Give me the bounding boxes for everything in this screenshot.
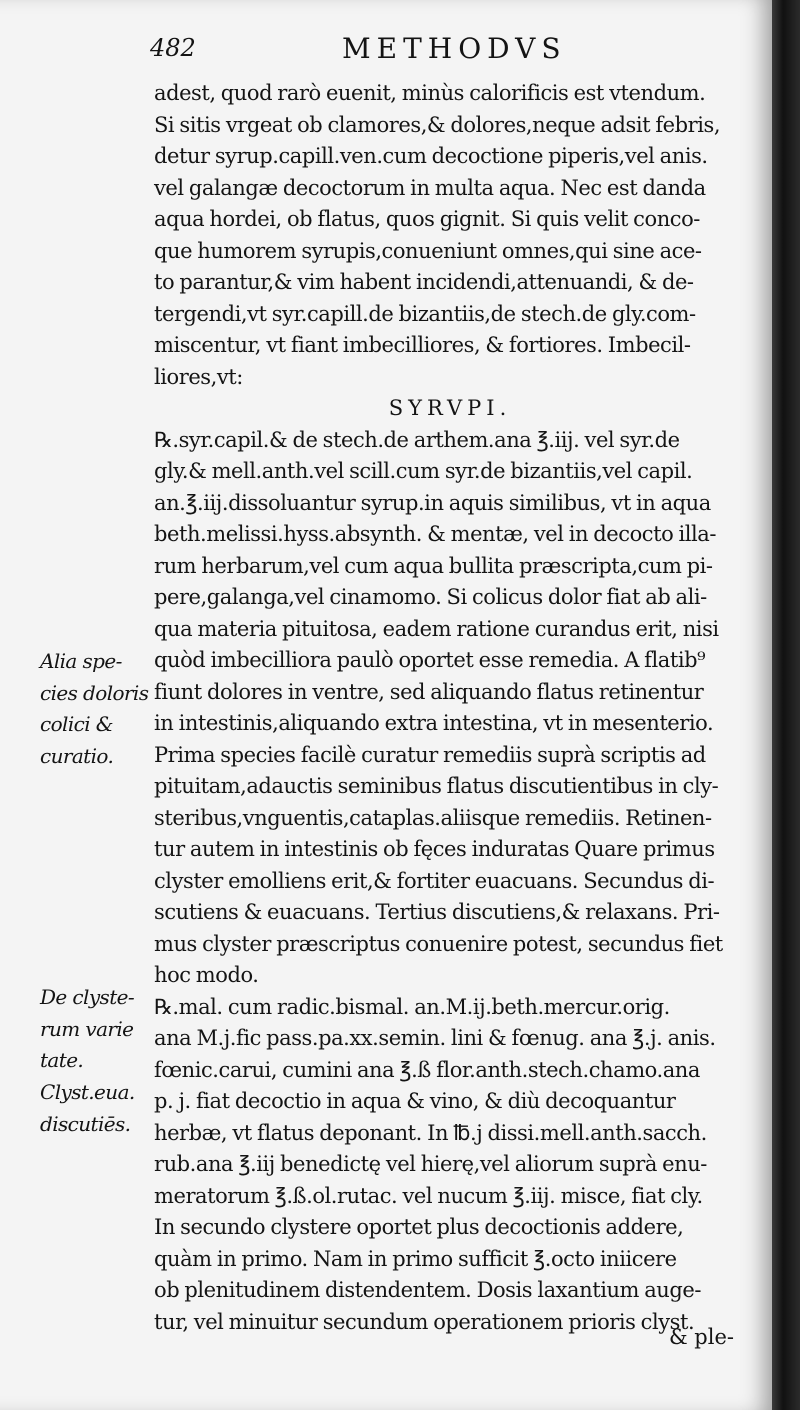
marginal-note [40,982,155,1077]
page-edge [772,0,800,1410]
text-line: rum herbarum,vel cum aqua bullita præscripta,cum pi- [154,553,713,578]
text-line: ob plenitudinem distendentem. Dosis laxantium auge- [154,1278,701,1302]
marginal-note-line: curatio. [40,743,114,768]
text-line: mus clyster præscriptus conuenire potest, secundus fiet [154,931,723,956]
marginal-note-line: De clyste- [40,985,135,1009]
text-line: miscentur, vt fiant imbecilliores, & fortiores. Imbecil- [154,333,691,357]
marginal-note [40,646,155,772]
page-header [150,34,770,74]
text-line: adest, quod rarò euenit, minùs calorificis est vtendum. [154,81,706,105]
text-line: vel galangæ decoctorum in multa aqua. Nec est danda [154,175,706,200]
marginal-note-line: tate. [40,1048,84,1072]
text-line: gly.& mell.anth.vel scill.cum syr.de bizantiis,vel capil. [154,459,693,483]
text-line: quòd imbecilliora paulò oportet esse remedia. A flatib⁹ [154,648,706,672]
text-line: to parantur,& vim habent incidendi,attenuandi, & de- [154,270,694,294]
text-line: liores,vt: [154,364,243,389]
text-line: rub.ana ℥.iij benedictę vel hierę,vel aliorum suprà enu- [154,1152,707,1176]
marginal-note-line: Alia spe- [40,649,122,673]
text-line: In secundo clystere oportet plus decoctionis addere, [154,1215,684,1239]
text-line: fœnic.carui, cumini ana ℥.ß flor.anth.stech.chamo.ana [154,1057,700,1082]
text-line: meratorum ℥.ß.ol.rutac. vel nucum ℥.iij. misce, fiat cly. [154,1183,703,1208]
text-line: in intestinis,aliquando extra intestina, vt in mesenterio. [154,711,714,735]
text-line: fiunt dolores in ventre, sed aliquando flatus retinentur [154,679,704,704]
text-line: tergendi,vt syr.capill.de bizantiis,de stech.de gly.com- [154,301,696,326]
marginal-note-line: cies doloris [40,680,149,705]
section-heading: SYRVPI. [388,396,512,420]
text-line: Si sitis vrgeat ob clamores,& dolores,neque adsit febris, [154,112,721,137]
text-line: ℞.mal. cum radic.bismal. an.M.ij.beth.mercur.orig. [154,994,670,1019]
text-line: aqua hordei, ob flatus, quos gignit. Si quis velit conco- [154,207,700,231]
text-line: detur syrup.capill.ven.cum decoctione piperis,vel anis. [154,144,708,168]
text-line: pituitam,adauctis seminibus flatus discutientibus in cly- [154,774,719,798]
text-line: tur, vel minuitur secundum operationem prioris clyst. [154,1309,695,1334]
text-line: tur autem in intestinis ob fęces induratas Quare primus [154,837,715,861]
catchword: & ple- [668,1325,734,1349]
text-line: scutiens & euacuans. Tertius discutiens,& relaxans. Pri- [154,900,720,924]
main-text [154,78,766,1338]
marginal-note-line: Clyst.eua. [40,1080,135,1104]
text-line: p. j. fiat decoctio in aqua & vino, & diù decoquantur [154,1089,676,1113]
text-line: herbæ, vt flatus deponant. In ℔.j dissi.mell.anth.sacch. [154,1120,707,1145]
marginal-note-line: colici & [40,712,113,736]
marginal-note [40,1077,155,1140]
text-line: beth.melissi.hyss.absynth. & mentæ, vel in decocto illa- [154,522,717,546]
text-line: an.℥.iij.dissoluantur syrup.in aquis similibus, vt in aqua [154,490,711,515]
text-line: steribus,vnguentis,cataplas.aliisque remediis. Retinen- [154,805,712,830]
text-line: ℞.syr.capil.& de stech.de arthem.ana ℥.iij. vel syr.de [154,427,680,452]
text-line: que humorem syrupis,conueniunt omnes,qui sine ace- [154,238,702,263]
text-line: clyster emolliens erit,& fortiter euacuans. Secundus di- [154,868,715,893]
text-line: qua materia pituitosa, eadem ratione curandus erit, nisi [154,616,719,641]
marginal-note-line: rum varie [40,1016,134,1041]
text-line: ana M.j.fic pass.pa.xx.semin. lini & fœnug. ana ℥.j. anis. [154,1026,716,1050]
marginal-note-line: discutiēs. [40,1111,131,1136]
text-line: hoc modo. [154,963,259,987]
text-line: pere,galanga,vel cinamomo. Si colicus dolor fiat ab ali- [154,585,707,609]
page-number: 482 [150,34,196,62]
running-title: METHODVS [342,32,567,65]
text-line: Prima species facilè curatur remediis suprà scriptis ad [154,742,706,767]
text-line: quàm in primo. Nam in primo sufficit ℥.octo iniicere [154,1246,677,1271]
